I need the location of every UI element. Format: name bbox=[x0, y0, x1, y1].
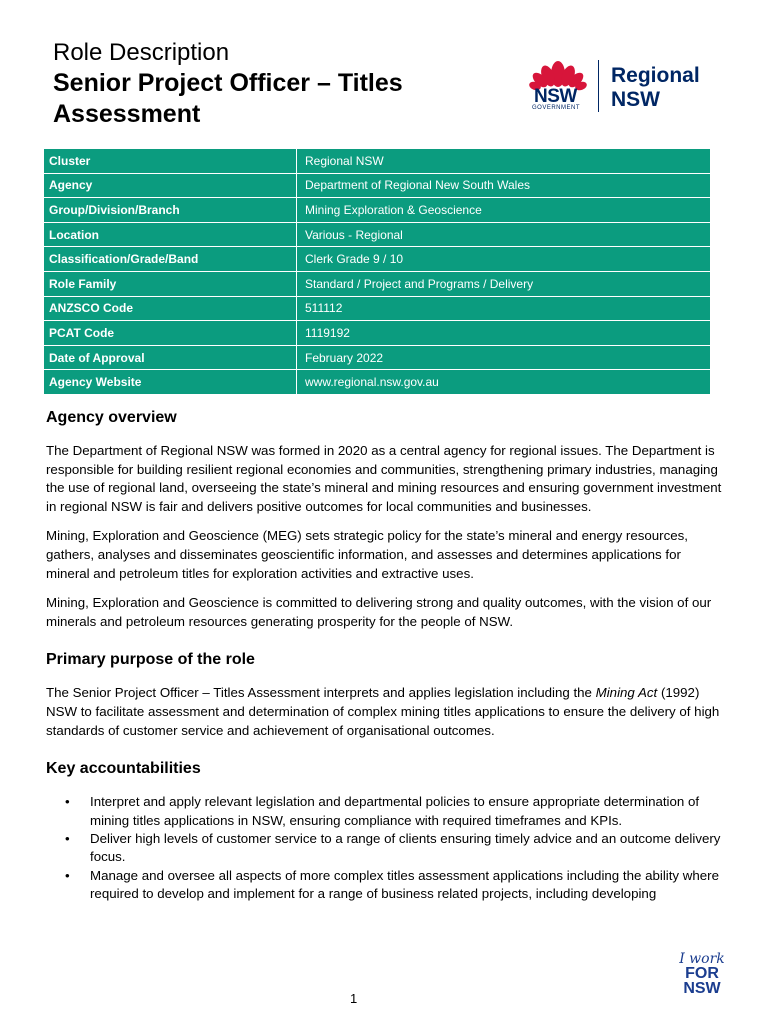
row-label: PCAT Code bbox=[44, 321, 297, 346]
table-row bbox=[44, 198, 710, 223]
row-label: Agency Website bbox=[44, 370, 297, 395]
accountabilities-list bbox=[46, 793, 726, 903]
table-row bbox=[44, 296, 710, 321]
table-row bbox=[44, 345, 710, 370]
list-item: • Manage and oversee all aspects of more complex titles assessment applications including the ability where required to develop and implement for a range of business related projects, including developing bbox=[65, 867, 719, 902]
list-item: • Deliver high levels of customer service to a range of clients ensuring timely advice and an outcome delivery focus. bbox=[65, 830, 721, 865]
row-value: Clerk Grade 9 / 10 bbox=[297, 247, 711, 272]
row-value: February 2022 bbox=[297, 345, 711, 370]
nsw-wordmark: NSW bbox=[534, 86, 577, 107]
overview-paragraph: The Department of Regional NSW was formed in 2020 as a central agency for regional issues. The Department is responsible for building resilient regional economies and communities, strengthening primary industries, managing the use of regional land, overseeing the state’s mineral and mining resources and ensuring government investment in regional NSW is fair and delivers positive outcomes for local communities and businesses. bbox=[46, 443, 722, 514]
row-value: 511112 bbox=[297, 296, 711, 321]
row-label: Location bbox=[44, 222, 297, 247]
row-value: www.regional.nsw.gov.au bbox=[297, 370, 711, 395]
primary-purpose-heading: Primary purpose of the role bbox=[46, 651, 255, 669]
regional-nsw-logo bbox=[528, 54, 718, 116]
row-label: Date of Approval bbox=[44, 345, 297, 370]
bullet: • bbox=[65, 867, 70, 883]
row-label: Agency bbox=[44, 173, 297, 198]
row-value: Various - Regional bbox=[297, 222, 711, 247]
table-row bbox=[44, 173, 710, 198]
nsw-text: NSW bbox=[683, 980, 721, 997]
logo-divider bbox=[598, 60, 599, 112]
bullet: • bbox=[65, 794, 70, 810]
role-title: Senior Project Officer – Titles Assessment bbox=[53, 69, 403, 128]
row-value: Department of Regional New South Wales bbox=[297, 173, 711, 198]
key-accountabilities-heading: Key accountabilities bbox=[46, 760, 201, 778]
document-type: Role Description bbox=[53, 39, 230, 66]
list-item: • Interpret and apply relevant legislation and departmental policies to ensure appropriate determination of mining titles applications in NSW, ensuring compliance with required timeframes and KPIs. bbox=[65, 794, 700, 828]
primary-purpose-paragraph: The Senior Project Officer – Titles Assessment interprets and applies legislation including the Mining Act (1992) NSW to facilitate assessment and determination of complex mining titles applications to ensure the delivery of high standards of customer service and achievement of organisational outcomes. bbox=[46, 685, 720, 738]
title-block bbox=[53, 38, 493, 130]
row-label: Group/Division/Branch bbox=[44, 198, 297, 223]
role-info-table bbox=[44, 149, 710, 395]
row-label: ANZSCO Code bbox=[44, 296, 297, 321]
table-row bbox=[44, 321, 710, 346]
regional-line: Regional bbox=[611, 64, 700, 87]
table-row bbox=[44, 370, 710, 395]
bullet: • bbox=[65, 830, 70, 846]
table-row bbox=[44, 247, 710, 272]
main-content bbox=[46, 408, 726, 904]
row-value: Mining Exploration & Geoscience bbox=[297, 198, 711, 223]
i-work-text: I work bbox=[679, 951, 725, 967]
table-row bbox=[44, 222, 710, 247]
page-number: 1 bbox=[350, 991, 358, 1006]
mining-act-title: Mining Act bbox=[595, 685, 658, 701]
for-text: FOR bbox=[685, 965, 719, 982]
row-label: Classification/Grade/Band bbox=[44, 247, 297, 272]
row-value: 1119192 bbox=[297, 321, 711, 346]
nsw-line: NSW bbox=[611, 88, 660, 111]
row-label: Role Family bbox=[44, 271, 297, 296]
table-row bbox=[44, 149, 710, 173]
i-work-for-nsw-logo bbox=[676, 952, 728, 996]
government-wordmark: GOVERNMENT bbox=[532, 105, 581, 111]
regional-nsw-wordmark bbox=[611, 64, 700, 112]
row-label: Cluster bbox=[44, 149, 297, 173]
overview-paragraph: Mining, Exploration and Geoscience is committed to delivering strong and quality outcomes, with the vision of our minerals and petroleum resources generating prosperity for the people of NSW. bbox=[46, 595, 712, 629]
agency-overview-heading: Agency overview bbox=[46, 409, 177, 426]
overview-paragraph: Mining, Exploration and Geoscience (MEG) sets strategic policy for the state’s mineral and energy resources, gathers, analyses and disseminates geoscientific information, and assesses and determines applications for mineral and petroleum titles for exploration activities and extractive uses. bbox=[46, 528, 688, 581]
table-row bbox=[44, 271, 710, 296]
row-value: Standard / Project and Programs / Delivery bbox=[297, 271, 711, 296]
row-value: Regional NSW bbox=[297, 149, 711, 173]
